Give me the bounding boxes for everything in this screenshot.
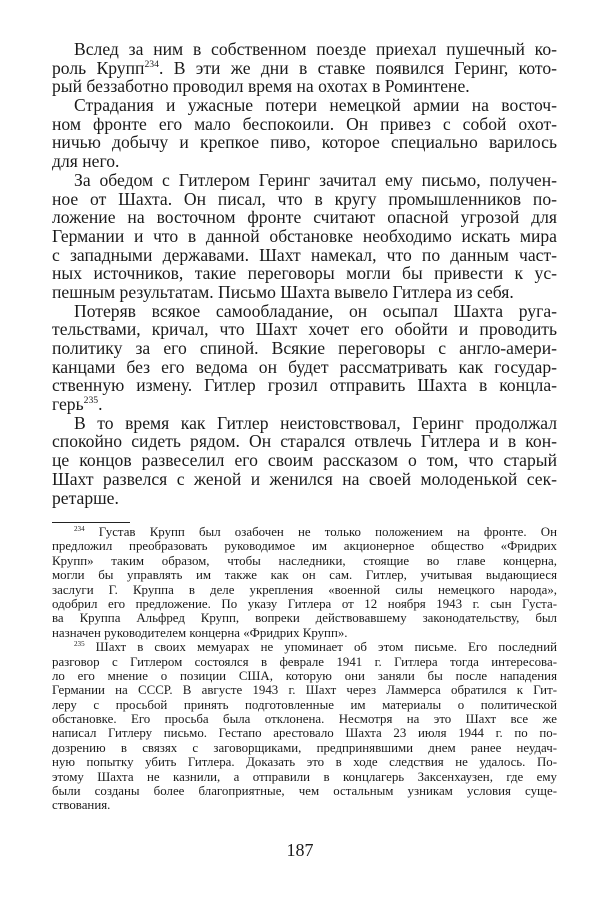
line-text: написал Гитлеру письмо. Гестапо арестовало Шахта 23 июля 1944 г. по по- (52, 726, 557, 741)
line-text: обстановке. Его просьба была отклонена. Несмотря на это Шахт все же (52, 712, 557, 727)
line-text: рый беззаботно проводил время на охотах в Роминтене. (52, 76, 470, 97)
line-text: Германии на СССР. В августе 1943 г. Шахт через Ламмерса обратился к Гит- (52, 683, 557, 698)
line-text: Страдания и ужасные потери немецкой армии на восточ- (74, 95, 557, 116)
footnote (52, 525, 557, 640)
text-line (52, 264, 557, 283)
line-text: ва Круппа Альфред Крупп, вопреки действовавшему законодательству, был (52, 611, 557, 626)
line-text: ную попытку убить Гитлера. Доказать это в ходе следствия не удалось. По- (52, 755, 557, 770)
footnote-line (52, 525, 557, 539)
footnote-line (52, 770, 557, 784)
line-text: це концов развеселил его своим рассказом о том, что старый (52, 450, 557, 471)
text-line (52, 59, 557, 78)
footnote-line (52, 655, 557, 669)
footnote-line (52, 539, 557, 553)
line-text: разговор с Гитлером состоялся в феврале 1941 г. Гитлера тогда интересова- (52, 654, 557, 669)
line-text: Шахт развелся с женой и женился на своей молоденькой сек- (52, 468, 557, 489)
line-text: . (98, 394, 103, 415)
text-line (52, 376, 557, 395)
line-text: пешным результатам. Письмо Шахта вывело Гитлера из себя. (52, 281, 514, 302)
footnote-line (52, 755, 557, 769)
text-line (52, 395, 557, 414)
line-text: ственную измену. Гитлер грозил отправить Шахта в концла- (52, 375, 557, 396)
text-line (52, 115, 557, 134)
line-text: ное от Шахта. Он писал, что в кругу промышленников по- (52, 188, 557, 209)
line-text: ном фронте его мало беспокоили. Он привез с собой охот- (52, 113, 557, 134)
footnote (52, 640, 557, 813)
line-text: были созданы более благоприятные, чем остальным узникам условия суще- (52, 784, 557, 799)
text-line (52, 40, 557, 59)
line-text: ло его мнение о позиции США, которую они заняли бы после нападения (52, 668, 557, 683)
line-text: Крупп» таким образом, чтобы наследники, стоящие во главе концерна, (52, 553, 557, 568)
text-line (52, 489, 557, 508)
footnotes (52, 525, 557, 813)
text-line (52, 451, 557, 470)
paragraph (52, 171, 557, 302)
line-text: леру с просьбой принять подготовленные им материалы о политической (52, 697, 557, 712)
footnote-line (52, 626, 557, 640)
footnote-number: 234 (74, 525, 85, 534)
footnote-line (52, 698, 557, 712)
text-line (52, 171, 557, 190)
text-line (52, 283, 557, 302)
text-line (52, 190, 557, 209)
footnote-line (52, 798, 557, 812)
line-text: тельствами, кричал, что Шахт хочет его обойти и проводить (52, 319, 557, 340)
line-text: с западными державами. Шахт намекал, что по данным част- (52, 244, 557, 265)
line-text: одобрил его предложение. По указу Гитлера от 12 ноября 1943 г. сын Густа- (52, 596, 557, 611)
line-text: заслуги Г. Круппа в деле укрепления «военной силы немецкого народа», (52, 582, 557, 597)
line-text: Шахт в своих мемуарах не упоминает об этом письме. Его последний (84, 640, 557, 655)
line-text: предложил преобразовать руководимое им акционерное общество «Фридрих (52, 539, 557, 554)
footnote-number: 235 (74, 640, 85, 649)
text-line (52, 320, 557, 339)
body-text (52, 40, 557, 507)
line-text: Германии и что в данной обстановке необходимо искать мира (52, 225, 557, 246)
line-text: ничью добычу и крепкое пиво, которое специально варилось (52, 132, 557, 153)
text-line (52, 339, 557, 358)
line-text: Густав Крупп был озабочен не только положением на фронте. Он (84, 525, 557, 539)
line-text: канцами без его ведома он будет рассматривать как государ- (52, 356, 557, 377)
line-text: В то время как Гитлер неистовствовал, Геринг продолжал (74, 412, 557, 433)
footnote-line (52, 669, 557, 683)
footnote-line (52, 611, 557, 625)
paragraph (52, 302, 557, 414)
line-text: могли бы управлять им также как он сам. Гитлер, учитывая выдающиеся (52, 568, 557, 583)
line-text: политику за его спиной. Всякие переговоры с англо-амери- (52, 338, 557, 358)
line-text: спокойно сидеть рядом. Он старался отвлечь Гитлера и в кон- (52, 431, 557, 452)
footnote-line (52, 784, 557, 798)
line-text: роль Крупп (52, 57, 145, 78)
line-text: этому Шахта не казнили, а отправили в концлагерь Заксенхаузен, где ему (52, 769, 557, 784)
footnote-separator (52, 522, 130, 523)
line-text: Вслед за ним в собственном поезде приехал пушечный ко- (74, 39, 557, 59)
line-text: ретарше. (52, 487, 119, 508)
line-text: дозрению в связях с заговорщиками, предпринявшими днем ранее неудач- (52, 740, 557, 755)
line-text: . В эти же дни в ставке появился Геринг, кото- (158, 57, 557, 78)
text-line (52, 133, 557, 152)
footnote-ref: 235 (83, 395, 99, 407)
footnote-line (52, 712, 557, 726)
footnote-line (52, 741, 557, 755)
text-line (52, 96, 557, 115)
line-text: ствования. (52, 798, 111, 813)
paragraph (52, 96, 557, 171)
paragraph (52, 414, 557, 507)
paragraph (52, 40, 557, 96)
footnote-line (52, 683, 557, 697)
text-line (52, 302, 557, 321)
line-text: ложение на восточном фронте считают опасной угрозой для (52, 207, 557, 228)
line-text: для него. (52, 151, 120, 172)
text-line (52, 246, 557, 265)
line-text: За обедом с Гитлером Геринг зачитал ему письмо, получен- (74, 169, 557, 190)
line-text: герь (52, 394, 84, 415)
text-line (52, 470, 557, 489)
footnote-line (52, 726, 557, 740)
text-line (52, 208, 557, 227)
line-text: Потеряв всякое самообладание, он осыпал Шахта руга- (74, 300, 557, 321)
footnote-line (52, 583, 557, 597)
line-text: назначен руководителем концерна «Фридрих Крупп». (52, 625, 348, 640)
text-line (52, 77, 557, 96)
footnote-line (52, 554, 557, 568)
footnote-line (52, 568, 557, 582)
text-line (52, 432, 557, 451)
text-line (52, 152, 557, 171)
footnote-ref: 234 (144, 58, 159, 70)
footnote-line (52, 597, 557, 611)
text-line (52, 227, 557, 246)
text-line (52, 358, 557, 377)
text-line (52, 414, 557, 433)
line-text: ных источников, такие переговоры могли бы привести к ус- (52, 263, 557, 284)
footnote-line (52, 640, 557, 654)
page-number: 187 (286, 840, 314, 860)
